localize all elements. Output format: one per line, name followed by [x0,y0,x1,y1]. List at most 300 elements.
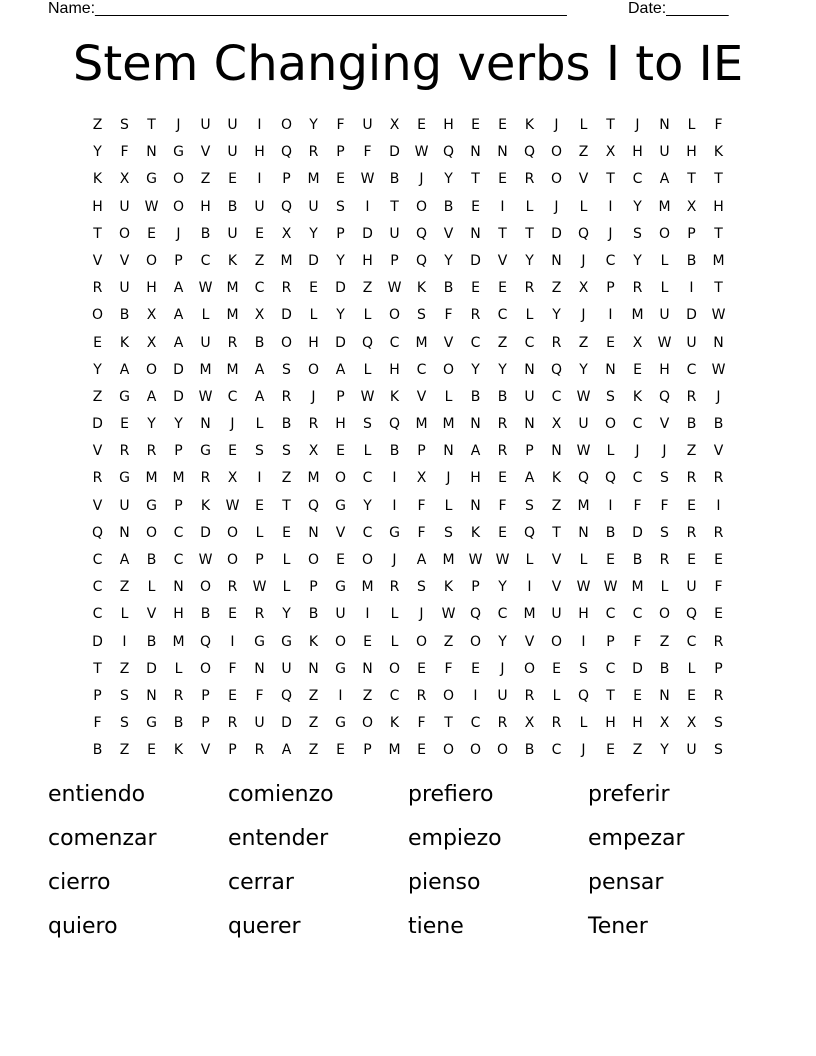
grid-letter: U [686,579,697,596]
grid-letter: B [200,225,211,242]
grid-letter: Q [415,225,428,242]
grid-letter: Z [281,470,292,487]
grid-letter: R [497,416,508,433]
grid-letter: S [255,443,264,460]
word-bank-item: tiene [408,914,464,939]
grid-letter: U [119,198,130,215]
grid-letter: X [119,171,130,188]
grid-letter: R [254,606,265,623]
grid-letter: Y [309,225,318,242]
grid-letter: C [632,606,643,623]
grid-letter: Y [552,307,561,324]
grid-letter: L [282,552,291,568]
grid-letter: U [686,742,697,759]
grid-letter: M [442,416,455,433]
grid-letter: C [389,334,400,351]
grid-letter: R [632,280,643,297]
grid-letter: T [606,117,615,133]
grid-letter: N [146,687,157,704]
grid-letter: Z [308,715,319,732]
grid-letter: B [470,388,481,405]
grid-letter: Z [119,742,130,759]
grid-letter: I [689,280,694,297]
grid-letter: E [255,225,264,242]
grid-letter: Z [443,633,454,650]
grid-letter: Y [633,198,642,215]
grid-letter: R [524,280,535,297]
grid-letter: S [633,225,642,242]
grid-letter: R [227,715,238,732]
grid-letter: R [200,470,211,487]
grid-letter: M [631,307,644,324]
grid-letter: N [551,252,562,269]
grid-letter: U [200,334,211,351]
grid-letter: B [686,416,697,433]
grid-letter: R [686,470,697,487]
grid-letter: E [498,470,507,487]
grid-letter: O [604,416,617,433]
grid-letter: B [227,198,238,215]
grid-letter: C [362,470,373,487]
grid-letter: O [469,633,482,650]
grid-letter: E [417,660,426,677]
grid-letter: I [581,633,586,650]
grid-letter: G [254,633,265,650]
grid-letter: Q [199,633,212,650]
grid-letter: Y [363,497,372,514]
grid-letter: D [335,334,346,351]
grid-letter: J [500,660,505,677]
grid-letter: B [443,280,454,297]
grid-letter: M [226,307,239,324]
grid-letter: W [576,579,591,596]
grid-letter: R [281,388,292,405]
grid-letter: R [713,470,724,487]
grid-letter: V [551,579,562,596]
grid-letter: F [228,660,237,677]
grid-letter: R [524,171,535,188]
grid-letter: N [173,579,184,596]
grid-letter: M [307,171,320,188]
grid-letter: Q [604,470,617,487]
grid-letter: R [308,416,319,433]
grid-letter: S [363,416,372,433]
grid-letter: O [388,660,401,677]
grid-letter: L [660,579,669,596]
grid-letter: M [226,361,239,378]
grid-letter: F [255,687,264,704]
grid-letter: P [471,579,480,596]
grid-letter: I [500,198,505,215]
grid-letter: O [145,361,158,378]
grid-letter: W [252,579,267,596]
grid-letter: U [227,117,238,133]
grid-letter: L [579,117,588,133]
grid-letter: Z [119,660,130,677]
grid-letter: V [200,144,211,161]
grid-letter: O [496,742,509,759]
grid-letter: J [581,742,586,759]
grid-letter: E [93,334,102,351]
grid-letter: R [551,715,562,732]
grid-letter: E [633,361,642,378]
grid-letter: D [92,416,103,433]
grid-letter: I [257,117,262,133]
grid-letter: V [92,252,103,269]
grid-letter: L [363,443,372,460]
date-field [628,0,729,18]
grid-letter: C [497,307,508,324]
grid-letter: X [389,117,400,133]
grid-letter: Q [280,687,293,704]
grid-letter: Y [525,252,534,269]
grid-letter: T [687,171,696,188]
grid-letter: Y [444,171,453,188]
word-bank-item: cerrar [228,870,294,895]
grid-letter: H [254,144,265,161]
grid-letter: R [713,524,724,541]
grid-letter: J [581,252,586,269]
grid-letter: B [632,552,643,568]
grid-letter: P [417,443,426,460]
word-bank-item: empiezo [408,826,502,851]
grid-letter: H [632,144,643,161]
grid-letter: C [92,579,103,596]
grid-letter: V [497,252,508,269]
grid-letter: I [608,198,613,215]
grid-letter: J [176,225,181,242]
grid-letter: E [282,524,291,541]
grid-letter: O [280,334,293,351]
grid-letter: S [417,579,426,596]
grid-letter: E [552,660,561,677]
grid-letter: K [551,470,562,487]
grid-letter: T [147,117,156,133]
grid-letter: C [227,388,238,405]
grid-letter: C [632,470,643,487]
grid-letter: W [225,497,240,514]
grid-letter: X [146,334,157,351]
grid-letter: W [198,388,213,405]
grid-letter: K [173,742,184,759]
word-bank-item: querer [228,914,301,939]
grid-letter: E [471,117,480,133]
grid-letter: O [307,552,320,568]
name-blank[interactable]: _____________________________________________________ [95,0,567,17]
grid-letter: U [659,307,670,324]
grid-letter: F [714,579,723,596]
grid-letter: Z [362,280,373,297]
grid-letter: S [714,715,723,732]
grid-letter: J [635,117,640,133]
grid-letter: E [228,443,237,460]
grid-letter: P [174,252,183,269]
grid-letter: B [686,252,697,269]
grid-letter: H [362,252,373,269]
grid-letter: P [174,497,183,514]
grid-letter: N [308,660,319,677]
grid-letter: C [551,388,562,405]
grid-letter: Z [686,443,697,460]
grid-letter: G [389,524,400,541]
grid-letter: R [659,552,670,568]
grid-letter: P [174,443,183,460]
grid-letter: M [523,606,536,623]
grid-letter: H [308,334,319,351]
grid-letter: S [282,443,291,460]
grid-letter: E [606,742,615,759]
grid-letter: O [361,715,374,732]
grid-letter: N [470,144,481,161]
grid-letter: E [228,606,237,623]
grid-letter: O [226,524,239,541]
grid-letter: N [119,524,130,541]
grid-letter: N [524,416,535,433]
grid-letter: F [660,497,669,514]
grid-letter: U [308,198,319,215]
grid-letter: E [498,171,507,188]
grid-letter: E [417,117,426,133]
grid-letter: L [525,198,534,215]
grid-letter: J [635,443,640,460]
grid-letter: W [576,388,591,405]
grid-letter: J [446,470,451,487]
grid-letter: B [119,307,130,324]
grid-letter: W [657,334,672,351]
grid-letter: A [659,171,670,188]
grid-letter: O [550,171,563,188]
grid-letter: J [176,117,181,133]
grid-letter: M [577,497,590,514]
grid-letter: Y [147,416,156,433]
grid-letter: I [473,687,478,704]
grid-letter: Q [658,388,671,405]
grid-letter: J [311,388,316,405]
grid-letter: C [92,606,103,623]
grid-letter: O [334,470,347,487]
grid-letter: K [389,715,400,732]
grid-letter: U [524,388,535,405]
grid-letter: P [201,715,210,732]
grid-letter: H [200,198,211,215]
grid-letter: O [658,606,671,623]
grid-letter: V [92,443,103,460]
grid-letter: V [146,606,157,623]
grid-letter: S [606,388,615,405]
grid-letter: L [660,280,669,297]
word-bank-item: cierro [48,870,111,895]
grid-letter: L [309,307,318,324]
grid-letter: B [497,388,508,405]
grid-letter: D [281,307,292,324]
grid-letter: B [92,742,103,759]
grid-letter: H [659,361,670,378]
grid-letter: D [551,225,562,242]
grid-letter: E [498,524,507,541]
grid-letter: N [254,660,265,677]
grid-letter: V [443,334,454,351]
grid-letter: I [122,633,127,650]
grid-letter: O [550,144,563,161]
grid-letter: E [498,117,507,133]
grid-letter: R [497,443,508,460]
word-bank-item: preferir [588,782,670,807]
grid-letter: H [173,606,184,623]
grid-letter: B [713,416,724,433]
grid-letter: K [632,388,643,405]
grid-letter: L [552,687,561,704]
date-label: Date: [628,0,667,17]
grid-letter: Z [308,687,319,704]
grid-letter: S [714,742,723,759]
grid-letter: W [414,144,429,161]
grid-letter: S [120,715,129,732]
grid-letter: D [173,361,184,378]
grid-letter: C [470,715,481,732]
word-bank [48,778,768,944]
grid-letter: J [581,307,586,324]
grid-letter: R [92,470,103,487]
grid-letter: P [93,687,102,704]
grid-letter: M [172,470,185,487]
grid-letter: A [416,552,427,568]
grid-letter: Q [91,524,104,541]
grid-letter: T [714,171,723,188]
grid-letter: Y [93,144,102,161]
grid-letter: M [442,552,455,568]
grid-letter: S [525,497,534,514]
grid-letter: E [363,633,372,650]
grid-letter: I [365,198,370,215]
grid-letter: Y [498,633,507,650]
grid-letter: X [416,470,427,487]
grid-letter: B [200,606,211,623]
grid-letter: K [416,280,427,297]
grid-letter: V [713,443,724,460]
grid-letter: E [147,225,156,242]
word-bank-item: Tener [588,914,648,939]
grid-letter: A [173,307,184,324]
grid-letter: V [578,171,589,188]
name-label: Name: [48,0,96,17]
grid-letter: K [119,334,130,351]
grid-letter: H [335,416,346,433]
grid-letter: E [471,280,480,297]
grid-letter: V [443,225,454,242]
grid-letter: C [254,280,265,297]
grid-letter: F [417,524,426,541]
grid-letter: M [199,361,212,378]
grid-letter: W [711,361,726,378]
grid-letter: E [120,416,129,433]
grid-letter: K [389,388,400,405]
grid-letter: N [470,225,481,242]
grid-letter: M [388,742,401,759]
grid-letter: C [173,552,184,568]
grid-letter: G [119,388,130,405]
grid-letter: W [198,552,213,568]
grid-letter: B [605,524,616,541]
grid-letter: R [173,687,184,704]
grid-letter: X [227,470,238,487]
grid-letter: R [686,524,697,541]
grid-letter: N [470,497,481,514]
grid-letter: K [524,117,535,133]
header-fields [48,0,748,20]
grid-letter: C [470,334,481,351]
grid-letter: U [389,225,400,242]
grid-letter: M [631,579,644,596]
grid-letter: P [687,225,696,242]
grid-letter: V [92,497,103,514]
grid-letter: N [497,144,508,161]
grid-letter: V [524,633,535,650]
grid-letter: C [200,252,211,269]
grid-letter: Y [579,361,588,378]
grid-letter: E [687,687,696,704]
grid-letter: S [660,524,669,541]
grid-letter: T [606,687,615,704]
grid-letter: Z [551,280,562,297]
grid-letter: C [173,524,184,541]
grid-letter: B [443,198,454,215]
grid-letter: E [714,552,723,568]
grid-letter: R [92,280,103,297]
grid-letter: L [444,497,453,514]
grid-letter: T [525,225,534,242]
grid-letter: L [687,117,696,133]
grid-letter: O [145,524,158,541]
grid-letter: C [686,633,697,650]
grid-letter: X [659,715,670,732]
grid-letter: T [282,497,291,514]
grid-letter: A [146,388,157,405]
grid-letter: Z [497,334,508,351]
grid-letter: O [469,742,482,759]
grid-letter: B [146,552,157,568]
grid-letter: K [713,144,724,161]
grid-letter: P [714,660,723,677]
grid-letter: A [281,742,292,759]
grid-letter: Q [442,144,455,161]
grid-letter: E [336,742,345,759]
grid-letter: H [470,470,481,487]
grid-letter: M [280,252,293,269]
grid-letter: L [660,252,669,269]
grid-letter: O [199,579,212,596]
word-bank-item: prefiero [408,782,494,807]
grid-letter: O [172,198,185,215]
grid-letter: H [578,606,589,623]
grid-letter: Y [93,361,102,378]
grid-letter: B [389,171,400,188]
grid-letter: F [444,307,453,324]
date-blank[interactable]: _______ [666,0,729,17]
grid-letter: O [442,687,455,704]
grid-letter: X [686,715,697,732]
grid-letter: X [254,307,265,324]
grid-letter: P [336,388,345,405]
grid-letter: R [551,334,562,351]
grid-letter: J [392,552,397,568]
grid-letter: V [119,252,130,269]
grid-letter: Q [550,361,563,378]
grid-letter: Z [632,742,643,759]
grid-letter: G [335,715,346,732]
grid-letter: C [524,334,535,351]
grid-letter: D [632,524,643,541]
grid-letter: O [334,633,347,650]
